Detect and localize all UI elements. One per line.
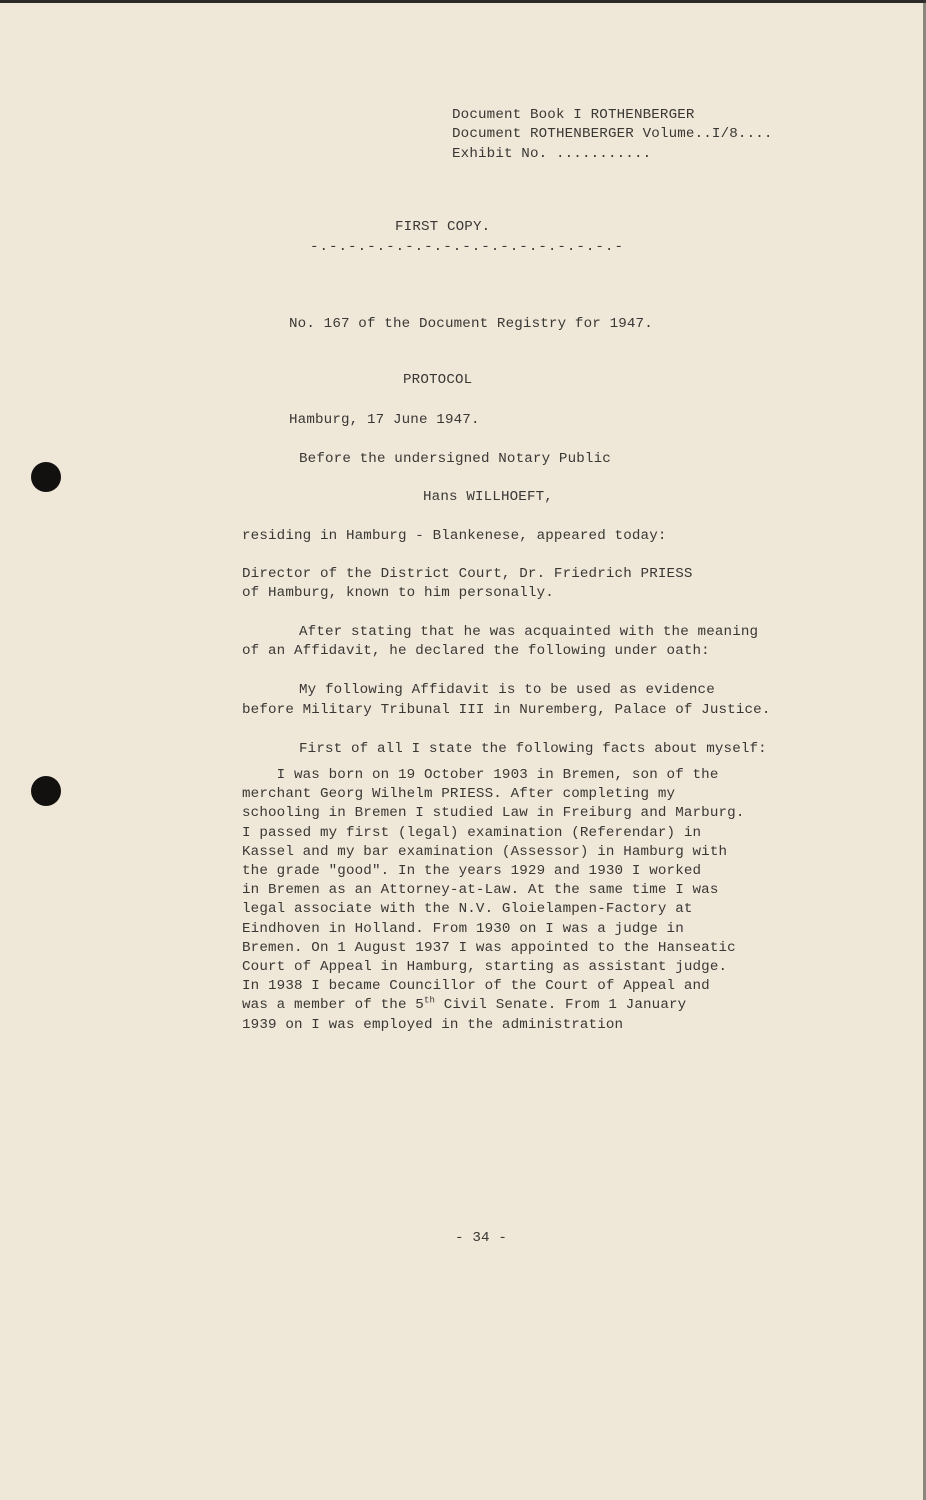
- first-of-all-line: First of all I state the following facts about myself:: [299, 741, 767, 757]
- body-line: I passed my first (legal) examination (Referendar) in: [242, 824, 702, 841]
- page-number: - 34 -: [455, 1230, 507, 1246]
- place-date: Hamburg, 17 June 1947.: [289, 412, 480, 428]
- oath-line-1: After stating that he was acquainted with the meaning: [299, 624, 759, 640]
- appearer-line-2: of Hamburg, known to him personally.: [242, 585, 554, 601]
- copy-title-rule: -.-.-.-.-.-.-.-.-.-.-.-.-.-.-.-.-: [310, 239, 624, 255]
- body-last-line: 1939 on I was employed in the administration: [242, 1016, 624, 1033]
- header-document-book: Document Book I ROTHENBERGER: [452, 107, 695, 123]
- body-line: I was born on 19 October 1903 in Bremen, son of the: [242, 767, 719, 783]
- body-line: Eindhoven in Holland. From 1930 on I was a judge in: [242, 920, 684, 937]
- body-line: Bremen. On 1 August 1937 I was appointed to the Hanseatic: [242, 939, 736, 956]
- body-line: In 1938 I became Councillor of the Court of Appeal and: [242, 978, 710, 995]
- copy-title: FIRST COPY.: [395, 219, 491, 235]
- notary-name: Hans WILLHOEFT,: [423, 489, 553, 505]
- senate-line: [242, 996, 832, 1015]
- senate-line-end: Civil Senate. From 1 January: [435, 997, 687, 1014]
- body-line: schooling in Bremen I studied Law in Freiburg and Marburg.: [242, 805, 745, 822]
- senate-ordinal-suffix: th: [423, 995, 436, 1006]
- body-line: Court of Appeal in Hamburg, starting as assistant judge.: [242, 959, 728, 976]
- body-line: in Bremen as an Attorney-at-Law. At the same time I was: [242, 882, 719, 899]
- oath-line-2: of an Affidavit, he declared the following under oath:: [242, 643, 710, 659]
- residing-line: residing in Hamburg - Blankenese, appeared today:: [242, 528, 667, 544]
- biography-paragraph: [242, 766, 832, 1035]
- body-line: merchant Georg Wilhelm PRIESS. After completing my: [242, 786, 676, 803]
- senate-number: 5: [415, 997, 424, 1014]
- use-line-2: before Military Tribunal III in Nuremberg, Palace of Justice.: [242, 702, 771, 718]
- header-document-volume: Document ROTHENBERGER Volume..I/8....: [452, 126, 773, 142]
- body-line: Kassel and my bar examination (Assessor) in Hamburg with: [242, 843, 728, 860]
- before-notary-line: Before the undersigned Notary Public: [299, 451, 611, 467]
- senate-line-start: was a member of the: [242, 997, 416, 1014]
- body-line: legal associate with the N.V. Gloielampen-Factory at: [242, 901, 693, 918]
- header-exhibit-no: Exhibit No. ...........: [452, 146, 652, 162]
- punch-hole-lower: [31, 776, 61, 806]
- use-line-1: My following Affidavit is to be used as evidence: [299, 682, 715, 698]
- top-edge-line: [0, 0, 926, 3]
- punch-hole-upper: [31, 462, 61, 492]
- appearer-line-1: Director of the District Court, Dr. Friedrich PRIESS: [242, 566, 693, 582]
- protocol-title: PROTOCOL: [403, 372, 473, 388]
- registry-line: No. 167 of the Document Registry for 1947.: [289, 316, 653, 332]
- body-line: the grade "good". In the years 1929 and 1930 I worked: [242, 863, 702, 880]
